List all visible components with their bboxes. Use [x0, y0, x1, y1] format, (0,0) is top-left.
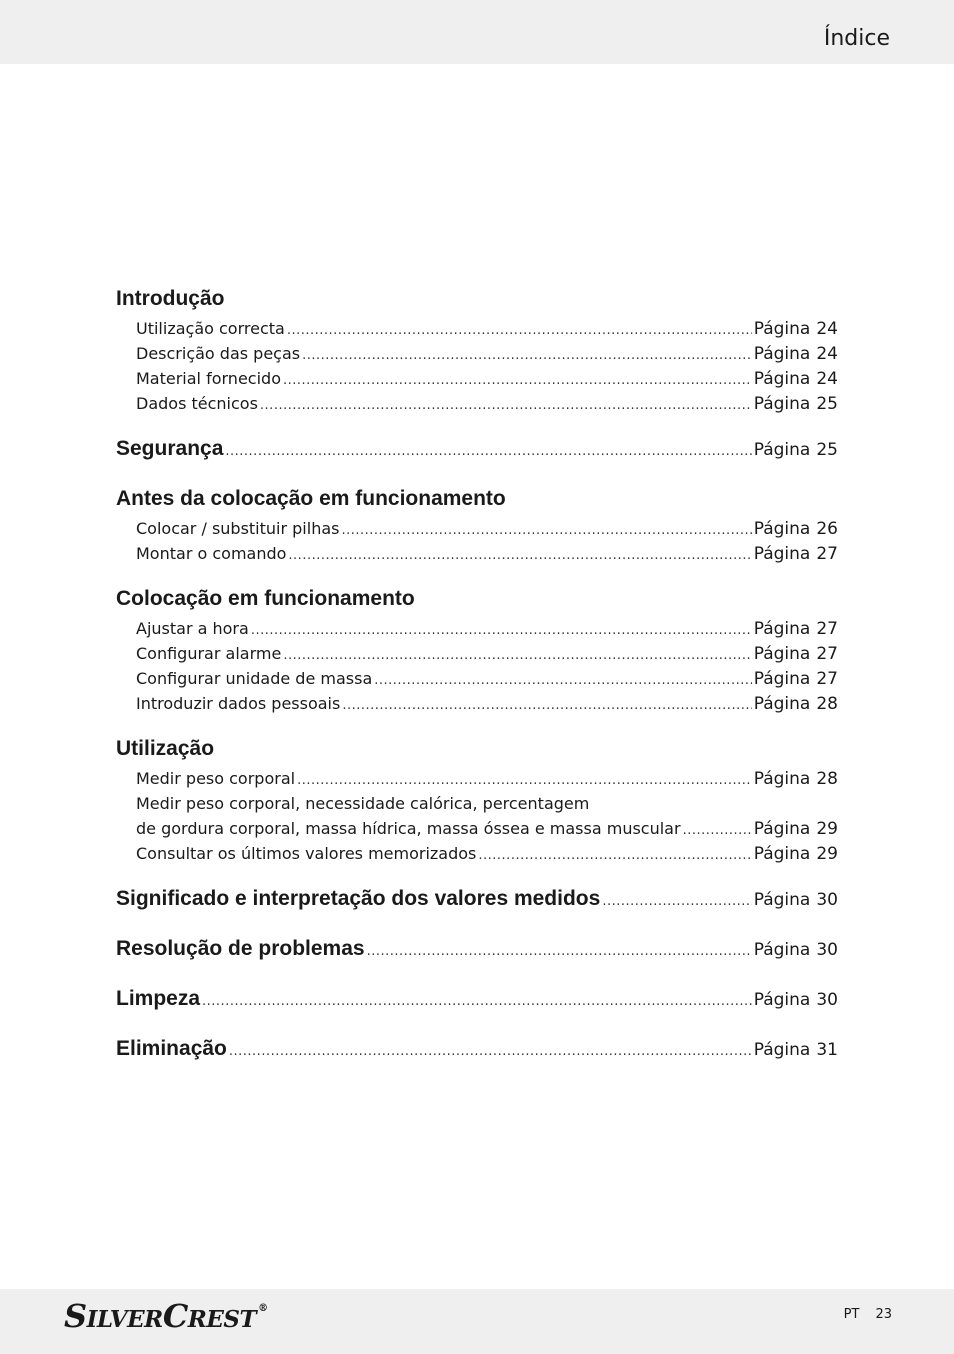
toc-page-ref	[754, 990, 838, 1010]
toc-section	[116, 737, 838, 869]
toc-page-ref	[754, 769, 838, 789]
toc-section	[116, 887, 838, 919]
page-word: Página	[753, 644, 811, 664]
dot-leader	[341, 523, 751, 538]
page-number: 27	[816, 544, 838, 564]
toc-section	[116, 287, 838, 419]
dot-leader	[287, 323, 752, 338]
toc-heading-text: Limpeza	[116, 987, 201, 1010]
page-word: Página	[753, 440, 811, 460]
toc-entry[interactable]	[116, 794, 838, 819]
page-word: Página	[753, 1040, 811, 1060]
dot-leader	[478, 848, 751, 863]
logo-letters: REST	[187, 1306, 257, 1333]
logo-letter: C	[162, 1297, 188, 1335]
toc-entry[interactable]	[116, 619, 838, 644]
toc-heading[interactable]	[116, 937, 838, 969]
table-of-contents	[116, 287, 838, 1069]
toc-entry-label: Ajustar a hora	[136, 619, 249, 638]
dot-leader	[302, 348, 752, 363]
toc-entry-label: Introduzir dados pessoais	[136, 694, 341, 713]
dot-leader	[283, 648, 751, 663]
page-word: Página	[753, 669, 811, 689]
toc-heading[interactable]	[116, 1037, 838, 1069]
toc-page-ref	[754, 1040, 838, 1060]
dot-leader	[225, 444, 751, 459]
page-number: 29	[816, 844, 838, 864]
dot-leader	[342, 698, 751, 713]
toc-page-ref	[754, 344, 838, 364]
page-number: 31	[816, 1040, 838, 1060]
toc-entry-label: Dados técnicos	[136, 394, 258, 413]
toc-heading-text: Significado e interpretação dos valores medidos	[116, 887, 601, 910]
toc-heading-text: Eliminação	[116, 1037, 227, 1060]
toc-page-ref	[754, 394, 838, 414]
page-number: 27	[816, 669, 838, 689]
dot-leader	[229, 1044, 752, 1059]
toc-section	[116, 1037, 838, 1069]
toc-entry-label: Material fornecido	[136, 369, 281, 388]
page-title: Índice	[823, 26, 890, 51]
toc-heading-text: Utilização	[116, 737, 215, 760]
page-word: Página	[753, 844, 811, 864]
page-word: Página	[753, 990, 811, 1010]
toc-entry-label: Configurar unidade de massa	[136, 669, 373, 688]
toc-entry[interactable]	[116, 694, 838, 719]
toc-heading-text: Colocação em funcionamento	[116, 587, 415, 610]
language-code: PT	[843, 1307, 860, 1322]
toc-entry-label: de gordura corporal, massa hídrica, massa óssea e massa muscular	[136, 819, 681, 838]
toc-entry[interactable]	[116, 844, 838, 869]
page-number: 30	[816, 890, 838, 910]
page-word: Página	[753, 890, 811, 910]
toc-entry-label: Consultar os últimos valores memorizados	[136, 844, 477, 863]
toc-page-ref	[754, 369, 838, 389]
toc-page-ref	[754, 440, 838, 460]
toc-entry-label: Utilização correcta	[136, 319, 285, 338]
dot-leader	[251, 623, 752, 638]
toc-heading-text: Resolução de problemas	[116, 937, 365, 960]
toc-entry-label: Descrição das peças	[136, 344, 301, 363]
toc-heading[interactable]	[116, 737, 838, 769]
toc-page-ref	[754, 890, 838, 910]
toc-section	[116, 437, 838, 469]
toc-page-ref	[754, 619, 838, 639]
header-band	[0, 0, 954, 64]
page-number: 29	[816, 819, 838, 839]
page-number: 25	[816, 394, 838, 414]
toc-heading[interactable]	[116, 887, 838, 919]
toc-page-ref	[754, 694, 838, 714]
toc-entry[interactable]	[116, 669, 838, 694]
toc-page-ref	[754, 669, 838, 689]
page-word: Página	[753, 544, 811, 564]
dot-leader	[374, 673, 751, 688]
dot-leader	[367, 944, 752, 959]
page-word: Página	[753, 319, 811, 339]
page-word: Página	[753, 519, 811, 539]
page-number: 25	[816, 440, 838, 460]
toc-page-ref	[754, 644, 838, 664]
dot-leader	[202, 994, 752, 1009]
toc-entry-label: Montar o comando	[136, 544, 287, 563]
page-number: 24	[816, 319, 838, 339]
page-number: 27	[816, 644, 838, 664]
toc-section	[116, 587, 838, 719]
page-word: Página	[753, 940, 811, 960]
toc-section	[116, 487, 838, 569]
toc-entry[interactable]	[116, 519, 838, 544]
toc-page-ref	[754, 940, 838, 960]
toc-page-ref	[754, 519, 838, 539]
dot-leader	[288, 548, 751, 563]
logo-letter: S	[64, 1297, 87, 1335]
page-number: 28	[816, 694, 838, 714]
logo-letters: ILVER	[86, 1306, 163, 1333]
toc-section	[116, 937, 838, 969]
toc-entry[interactable]	[116, 544, 838, 569]
toc-heading-text: Segurança	[116, 437, 224, 460]
toc-page-ref	[754, 544, 838, 564]
toc-heading[interactable]	[116, 437, 838, 469]
toc-entry[interactable]	[116, 319, 838, 344]
page-number: 24	[816, 369, 838, 389]
page-word: Página	[753, 619, 811, 639]
toc-entry-label: Medir peso corporal	[136, 769, 296, 788]
toc-entry[interactable]	[116, 769, 838, 794]
toc-entry[interactable]	[116, 344, 838, 369]
dot-leader	[283, 373, 752, 388]
toc-heading[interactable]	[116, 587, 838, 619]
toc-entry[interactable]	[116, 819, 838, 844]
toc-entry-label: Colocar / substituir pilhas	[136, 519, 340, 538]
page-number: 27	[816, 619, 838, 639]
toc-heading[interactable]	[116, 287, 838, 319]
toc-section	[116, 987, 838, 1019]
page-number: 23	[875, 1307, 892, 1322]
dot-leader	[260, 398, 752, 413]
toc-page-ref	[754, 319, 838, 339]
toc-heading-text: Antes da colocação em funcionamento	[116, 487, 506, 510]
toc-entry-label: Medir peso corporal, necessidade calórica, percentagem	[136, 794, 590, 813]
page-word: Página	[753, 819, 811, 839]
toc-heading-text: Introdução	[116, 287, 225, 310]
toc-entry-label: Configurar alarme	[136, 644, 282, 663]
toc-entry[interactable]	[116, 394, 838, 419]
page-word: Página	[753, 694, 811, 714]
toc-page-ref	[754, 819, 838, 839]
toc-entry[interactable]	[116, 369, 838, 394]
page-number: 28	[816, 769, 838, 789]
page-number: 30	[816, 940, 838, 960]
toc-page-ref	[754, 844, 838, 864]
toc-entry[interactable]	[116, 644, 838, 669]
page-word: Página	[753, 344, 811, 364]
page-word: Página	[753, 369, 811, 389]
page-footer-info	[844, 1307, 892, 1322]
page-word: Página	[753, 769, 811, 789]
page-number: 24	[816, 344, 838, 364]
toc-heading[interactable]	[116, 987, 838, 1019]
dot-leader	[602, 894, 751, 909]
page-number: 30	[816, 990, 838, 1010]
page-word: Página	[753, 394, 811, 414]
toc-heading[interactable]	[116, 487, 838, 519]
dot-leader	[297, 773, 752, 788]
brand-logo	[64, 1297, 268, 1335]
dot-leader	[683, 823, 752, 838]
page-number: 26	[816, 519, 838, 539]
registered-mark: ®	[258, 1303, 268, 1314]
